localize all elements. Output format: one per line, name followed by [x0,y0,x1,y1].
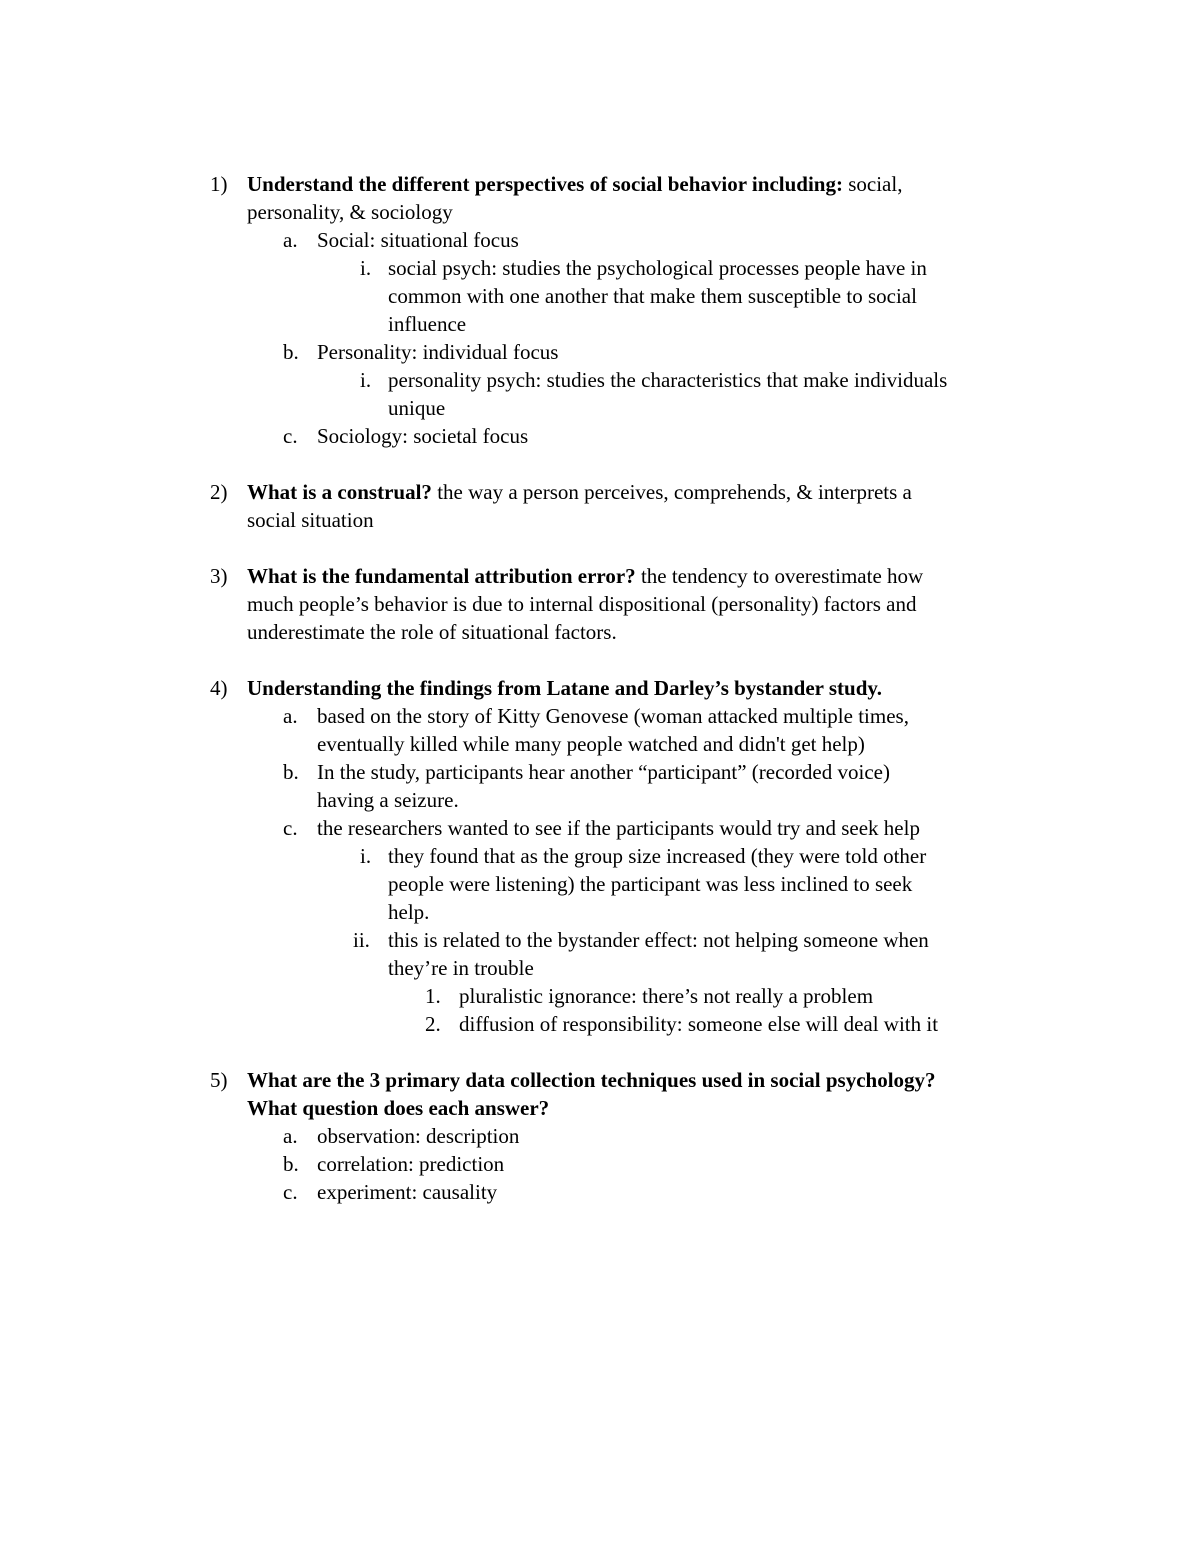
q1-number: 1) [210,172,228,196]
q2-continuation: social situation [247,508,374,532]
q4-sub-ii-point-1-text: pluralistic ignorance: there’s not really a problem [459,984,874,1008]
q3-heading: What is the fundamental attribution error? [247,564,636,588]
q4-item-c-sub-i-marker: i. [360,844,372,868]
q5-item-c-marker: c. [283,1180,298,1204]
q4-item-c-sub-i-text: people were listening) the participant was less inclined to seek [388,872,913,896]
q1-heading: Understand the different perspectives of social behavior including: [247,172,843,196]
q2-text [247,478,912,506]
q2-heading: What is a construal? [247,480,432,504]
q5-item-c-text: experiment: causality [317,1180,498,1204]
q1-item-b-sub-i-marker: i. [360,368,372,392]
q5-item-b-marker: b. [283,1152,299,1176]
q5-item-b-text: correlation: prediction [317,1152,505,1176]
q4-item-c-text: the researchers wanted to see if the participants would try and seek help [317,816,920,840]
q4-heading: Understanding the findings from Latane and Darley’s bystander study. [247,676,882,700]
q3-continuation: much people’s behavior is due to internal dispositional (personality) factors and [247,592,917,616]
q1-item-b-sub-i-text: unique [388,396,446,420]
q4-item-b-marker: b. [283,760,299,784]
q1-item-a-sub-i-text: influence [388,312,467,336]
q4-item-c-sub-ii-marker: ii. [353,928,370,952]
q1-continuation: personality, & sociology [247,200,453,224]
q1-item-a-sub-i-text: social psych: studies the psychological processes people have in [388,256,927,280]
q4-item-c-marker: c. [283,816,298,840]
q1-item-b-text: Personality: individual focus [317,340,559,364]
q1-item-b-marker: b. [283,340,299,364]
q2-number: 2) [210,480,228,504]
q5-item-a-marker: a. [283,1124,298,1148]
q1-answer: social, [842,172,903,196]
q3-text [247,562,923,590]
q3-continuation: underestimate the role of situational factors. [247,620,617,644]
q4-number: 4) [210,676,228,700]
q4-item-a-marker: a. [283,704,298,728]
q1-item-c-text: Sociology: societal focus [317,424,529,448]
q3-number: 3) [210,564,228,588]
q5-heading-continuation: What question does each answer? [247,1096,550,1120]
q4-item-a-text: based on the story of Kitty Genovese (woman attacked multiple times, [317,704,909,728]
q1-text [247,170,902,198]
q4-item-c-sub-ii-text: this is related to the bystander effect: not helping someone when [388,928,929,952]
q4-sub-ii-point-2-marker: 2. [425,1012,441,1036]
q4-item-c-sub-ii-text: they’re in trouble [388,956,534,980]
q1-item-a-sub-i-text: common with one another that make them susceptible to social [388,284,917,308]
q4-item-c-sub-i-text: help. [388,900,430,924]
q4-sub-ii-point-1-marker: 1. [425,984,441,1008]
q4-item-b-text: having a seizure. [317,788,459,812]
q3-answer: the tendency to overestimate how [635,564,924,588]
q5-heading: What are the 3 primary data collection techniques used in social psychology? [247,1068,936,1092]
q4-item-c-sub-i-text: they found that as the group size increased (they were told other [388,844,927,868]
q5-number: 5) [210,1068,228,1092]
q2-answer: the way a person perceives, comprehends, & interprets a [431,480,912,504]
q1-item-a-marker: a. [283,228,298,252]
q1-item-b-sub-i-text: personality psych: studies the characteristics that make individuals [388,368,948,392]
q1-item-c-marker: c. [283,424,298,448]
q4-sub-ii-point-2-text: diffusion of responsibility: someone else will deal with it [459,1012,939,1036]
q4-item-b-text: In the study, participants hear another “participant” (recorded voice) [317,760,890,784]
q4-item-a-text: eventually killed while many people watched and didn't get help) [317,732,865,756]
q5-item-a-text: observation: description [317,1124,520,1148]
q1-item-a-sub-i-marker: i. [360,256,372,280]
q1-item-a-text: Social: situational focus [317,228,519,252]
